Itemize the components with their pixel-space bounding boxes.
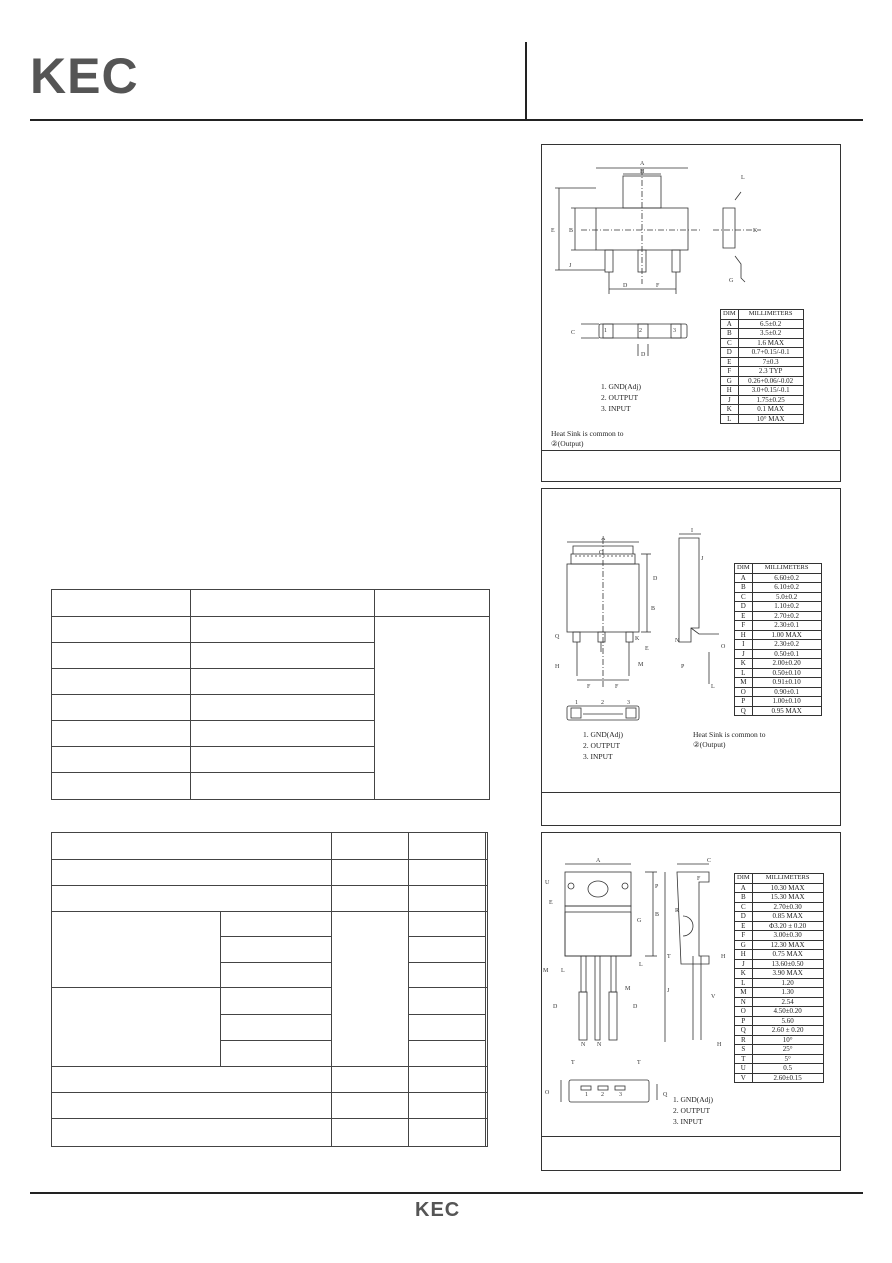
dim-symbol: Q [735, 706, 753, 716]
dim-value: 0.50±0.10 [752, 668, 821, 678]
svg-text:K: K [635, 636, 640, 642]
dim-row [721, 414, 804, 424]
svg-text:O: O [721, 644, 726, 650]
dim-row [735, 950, 824, 960]
dim-row [735, 583, 822, 593]
dim-symbol: L [721, 414, 739, 424]
blank-table-2 [51, 832, 488, 1147]
dim-value: 6.10±0.2 [752, 583, 821, 593]
svg-text:C: C [707, 858, 712, 864]
svg-text:B: B [655, 912, 660, 918]
dim-value: 10° MAX [738, 414, 803, 424]
dim-row [735, 1016, 824, 1026]
svg-text:H: H [640, 169, 645, 175]
dim-row [721, 405, 804, 415]
dim-symbol: I [735, 640, 753, 650]
dim-row [735, 1064, 824, 1074]
svg-text:C: C [599, 550, 604, 556]
dim-symbol: L [735, 668, 753, 678]
dim-symbol: T [735, 1054, 753, 1064]
dim-row [721, 319, 804, 329]
dim-row [735, 988, 824, 998]
dim-symbol: H [735, 950, 753, 960]
dim-value: 2.70±0.30 [752, 902, 823, 912]
dim-value: 0.90±0.1 [752, 687, 821, 697]
dim-symbol: B [721, 329, 739, 339]
dim-symbol: G [721, 376, 739, 386]
dim-symbol: Q [735, 1026, 753, 1036]
svg-text:V: V [711, 994, 716, 1000]
dim-value: Φ3.20 ± 0.20 [752, 921, 823, 931]
svg-text:D: D [633, 1004, 638, 1010]
svg-text:C: C [571, 330, 576, 336]
dim-symbol: D [721, 348, 739, 358]
dim-symbol: D [735, 912, 753, 922]
dim-symbol: C [735, 902, 753, 912]
dim-row [721, 357, 804, 367]
pin-3: 3. INPUT [673, 1117, 703, 1126]
dim-symbol: R [735, 1035, 753, 1045]
dim-value: 0.26+0.06/-0.02 [738, 376, 803, 386]
svg-text:F: F [697, 876, 701, 882]
svg-text:Q: Q [555, 634, 560, 640]
dim-row [735, 592, 822, 602]
svg-text:F: F [656, 283, 660, 289]
dim-row [721, 376, 804, 386]
dim-value: 10° [752, 1035, 823, 1045]
dim-symbol: K [721, 405, 739, 415]
svg-text:B: B [651, 606, 656, 612]
dim-value: 5° [752, 1054, 823, 1064]
dim-symbol: E [721, 357, 739, 367]
dim-symbol: E [735, 611, 753, 621]
svg-text:T: T [571, 1060, 575, 1066]
dim-value: 6.5±0.2 [738, 319, 803, 329]
pin-2: 2. OUTPUT [601, 393, 639, 402]
svg-text:D: D [623, 283, 628, 289]
dim-value: 3.90 MAX [752, 969, 823, 979]
dim-value: 1.30 [752, 988, 823, 998]
svg-text:2: 2 [639, 328, 642, 334]
svg-text:B: B [569, 228, 574, 234]
svg-text:N: N [675, 638, 680, 644]
svg-text:E: E [551, 228, 555, 234]
package-1-dimension-table [720, 309, 804, 424]
dim-symbol: U [735, 1064, 753, 1074]
dim-row [735, 921, 824, 931]
svg-text:U: U [545, 880, 550, 886]
footer-logo: KEC [415, 1199, 461, 1221]
footer-rule [30, 1192, 863, 1194]
dim-value: 3.00±0.30 [752, 931, 823, 941]
dim-value: 2.60 ± 0.20 [752, 1026, 823, 1036]
millimeters-header: MILLIMETERS [752, 874, 823, 884]
dim-value: 0.1 MAX [738, 405, 803, 415]
dim-row [735, 1035, 824, 1045]
svg-text:L: L [639, 962, 643, 968]
svg-text:G: G [729, 278, 734, 284]
dim-value: 2.70±0.2 [752, 611, 821, 621]
svg-text:D: D [641, 352, 646, 358]
svg-text:J: J [569, 263, 572, 269]
dim-value: 2.54 [752, 997, 823, 1007]
pin-2: 2. OUTPUT [583, 741, 621, 750]
dim-row [735, 640, 822, 650]
dim-row [735, 978, 824, 988]
dim-symbol: N [735, 997, 753, 1007]
dim-value: 1.00±0.10 [752, 697, 821, 707]
dim-row [735, 687, 822, 697]
dim-value: 0.75 MAX [752, 950, 823, 960]
svg-text:F: F [587, 684, 591, 690]
dim-header: DIM [735, 564, 753, 574]
svg-text:M: M [543, 968, 549, 974]
dim-value: 0.50±0.1 [752, 649, 821, 659]
dim-row [735, 1007, 824, 1017]
dim-value: 1.75±0.25 [738, 395, 803, 405]
dim-value: 1.00 MAX [752, 630, 821, 640]
svg-text:Q: Q [663, 1092, 668, 1098]
millimeters-header: MILLIMETERS [738, 310, 803, 320]
dim-row [735, 1026, 824, 1036]
dim-value: 7±0.3 [738, 357, 803, 367]
dim-row [735, 706, 822, 716]
svg-text:1: 1 [575, 700, 578, 706]
dim-symbol: A [735, 883, 753, 893]
dim-row [735, 678, 822, 688]
dim-row [735, 1073, 824, 1083]
note-line-1: Heat Sink is common to [693, 730, 766, 739]
svg-text:A: A [596, 858, 601, 864]
dim-value: 13.60±0.50 [752, 959, 823, 969]
note-line-2: ②(Output) [693, 740, 726, 749]
dim-row [721, 395, 804, 405]
dim-symbol: V [735, 1073, 753, 1083]
header-logo: KEC [30, 48, 139, 104]
dim-row [735, 573, 822, 583]
package-1-pin-list [601, 381, 641, 414]
package-3-dimension-table [734, 873, 824, 1083]
svg-text:N: N [597, 1042, 602, 1048]
dim-symbol: M [735, 988, 753, 998]
svg-text:M: M [638, 662, 644, 668]
dim-value: 10.30 MAX [752, 883, 823, 893]
dim-symbol: O [735, 687, 753, 697]
dim-symbol: J [721, 395, 739, 405]
dim-symbol: D [735, 602, 753, 612]
pin-3: 3. INPUT [601, 404, 631, 413]
dim-value: 15.30 MAX [752, 893, 823, 903]
dim-header: DIM [721, 310, 739, 320]
dim-row [735, 630, 822, 640]
svg-text:O: O [545, 1090, 550, 1096]
dim-row [721, 338, 804, 348]
package-2-dimension-table [734, 563, 822, 716]
package-3-pin-list [673, 1094, 713, 1127]
dim-value: 2.30±0.1 [752, 621, 821, 631]
dim-row [735, 959, 824, 969]
dim-row [735, 1045, 824, 1055]
dim-symbol: H [721, 386, 739, 396]
dim-row [721, 367, 804, 377]
dim-value: 1.10±0.2 [752, 602, 821, 612]
dim-symbol: F [735, 621, 753, 631]
blank-table-1 [51, 589, 490, 800]
dim-value: 1.20 [752, 978, 823, 988]
svg-text:J: J [701, 556, 704, 562]
dim-value: 0.95 MAX [752, 706, 821, 716]
package-2-heat-sink-note [693, 730, 766, 750]
dim-value: 2.00±0.20 [752, 659, 821, 669]
svg-text:P: P [681, 664, 685, 670]
dim-header: DIM [735, 874, 753, 884]
svg-text:D: D [553, 1004, 558, 1010]
dim-symbol: B [735, 583, 753, 593]
dim-symbol: P [735, 1016, 753, 1026]
svg-text:A: A [601, 536, 606, 542]
svg-text:3: 3 [673, 328, 676, 334]
dim-value: 1.6 MAX [738, 338, 803, 348]
dim-value: 2.30±0.2 [752, 640, 821, 650]
dim-symbol: K [735, 969, 753, 979]
svg-text:I: I [691, 528, 693, 534]
svg-text:T: T [637, 1060, 641, 1066]
dim-value: 4.50±0.20 [752, 1007, 823, 1017]
dim-value: 2.60±0.15 [752, 1073, 823, 1083]
dim-row [721, 386, 804, 396]
dim-row [735, 611, 822, 621]
dim-symbol: C [735, 592, 753, 602]
pin-2: 2. OUTPUT [673, 1106, 711, 1115]
dim-symbol: A [721, 319, 739, 329]
dim-symbol: A [735, 573, 753, 583]
svg-text:1: 1 [604, 328, 607, 334]
header-divider [525, 42, 527, 120]
package-2-pin-list [583, 729, 623, 762]
dim-symbol: C [721, 338, 739, 348]
dim-value: 2.3 TYP [738, 367, 803, 377]
dim-value: 5.60 [752, 1016, 823, 1026]
svg-text:P: P [655, 884, 659, 890]
dim-value: 0.85 MAX [752, 912, 823, 922]
dim-symbol: L [735, 978, 753, 988]
package-1-heat-sink-note [551, 429, 624, 449]
svg-text:1: 1 [585, 1092, 588, 1098]
pin-1: 1. GND(Adj) [673, 1095, 713, 1104]
dim-value: 3.0+0.15/-0.1 [738, 386, 803, 396]
svg-text:2: 2 [601, 700, 604, 706]
dim-row [735, 649, 822, 659]
dim-row [735, 659, 822, 669]
dim-row [735, 602, 822, 612]
dim-value: 12.30 MAX [752, 940, 823, 950]
dim-row [735, 912, 824, 922]
dim-row [721, 348, 804, 358]
svg-text:R: R [675, 908, 680, 914]
millimeters-header: MILLIMETERS [752, 564, 821, 574]
svg-text:L: L [561, 968, 565, 974]
svg-text:H: H [717, 1042, 722, 1048]
note-line-2: ②(Output) [551, 439, 584, 448]
dim-row [735, 997, 824, 1007]
dim-value: 3.5±0.2 [738, 329, 803, 339]
dim-symbol: P [735, 697, 753, 707]
dim-value: 0.91±0.10 [752, 678, 821, 688]
dim-symbol: G [735, 940, 753, 950]
svg-text:2: 2 [601, 1092, 604, 1098]
svg-text:L: L [711, 684, 715, 690]
dim-symbol: H [735, 630, 753, 640]
dim-row [735, 902, 824, 912]
dim-row [735, 969, 824, 979]
note-line-1: Heat Sink is common to [551, 429, 624, 438]
dim-symbol: J [735, 649, 753, 659]
svg-text:A: A [640, 161, 645, 167]
dim-symbol: F [735, 931, 753, 941]
dim-symbol: K [735, 659, 753, 669]
svg-text:H: H [555, 664, 560, 670]
dim-symbol: S [735, 1045, 753, 1055]
svg-text:E: E [645, 646, 649, 652]
dim-symbol: J [735, 959, 753, 969]
svg-text:T: T [667, 954, 671, 960]
dim-value: 0.7+0.15/-0.1 [738, 348, 803, 358]
svg-text:3: 3 [627, 700, 630, 706]
svg-text:E: E [549, 900, 553, 906]
svg-text:F: F [615, 684, 619, 690]
svg-text:3: 3 [619, 1092, 622, 1098]
dim-row [735, 893, 824, 903]
dim-symbol: M [735, 678, 753, 688]
pin-1: 1. GND(Adj) [601, 382, 641, 391]
dim-symbol: E [735, 921, 753, 931]
dim-row [735, 883, 824, 893]
pin-3: 3. INPUT [583, 752, 613, 761]
svg-text:H: H [721, 954, 726, 960]
dim-symbol: B [735, 893, 753, 903]
svg-text:D: D [653, 576, 658, 582]
dim-value: 5.0±0.2 [752, 592, 821, 602]
dim-value: 0.5 [752, 1064, 823, 1074]
dim-symbol: F [721, 367, 739, 377]
dim-row [735, 940, 824, 950]
svg-text:K: K [753, 228, 758, 234]
svg-text:J: J [667, 988, 670, 994]
svg-text:G: G [637, 918, 642, 924]
dim-value: 25° [752, 1045, 823, 1055]
svg-text:L: L [741, 175, 745, 181]
dim-row [735, 697, 822, 707]
dim-row [735, 668, 822, 678]
dim-row [735, 931, 824, 941]
dim-row [721, 329, 804, 339]
dim-symbol: O [735, 1007, 753, 1017]
header-rule [30, 119, 863, 121]
svg-text:M: M [625, 986, 631, 992]
svg-text:N: N [581, 1042, 586, 1048]
dim-row [735, 621, 822, 631]
dim-value: 6.60±0.2 [752, 573, 821, 583]
pin-1: 1. GND(Adj) [583, 730, 623, 739]
dim-row [735, 1054, 824, 1064]
